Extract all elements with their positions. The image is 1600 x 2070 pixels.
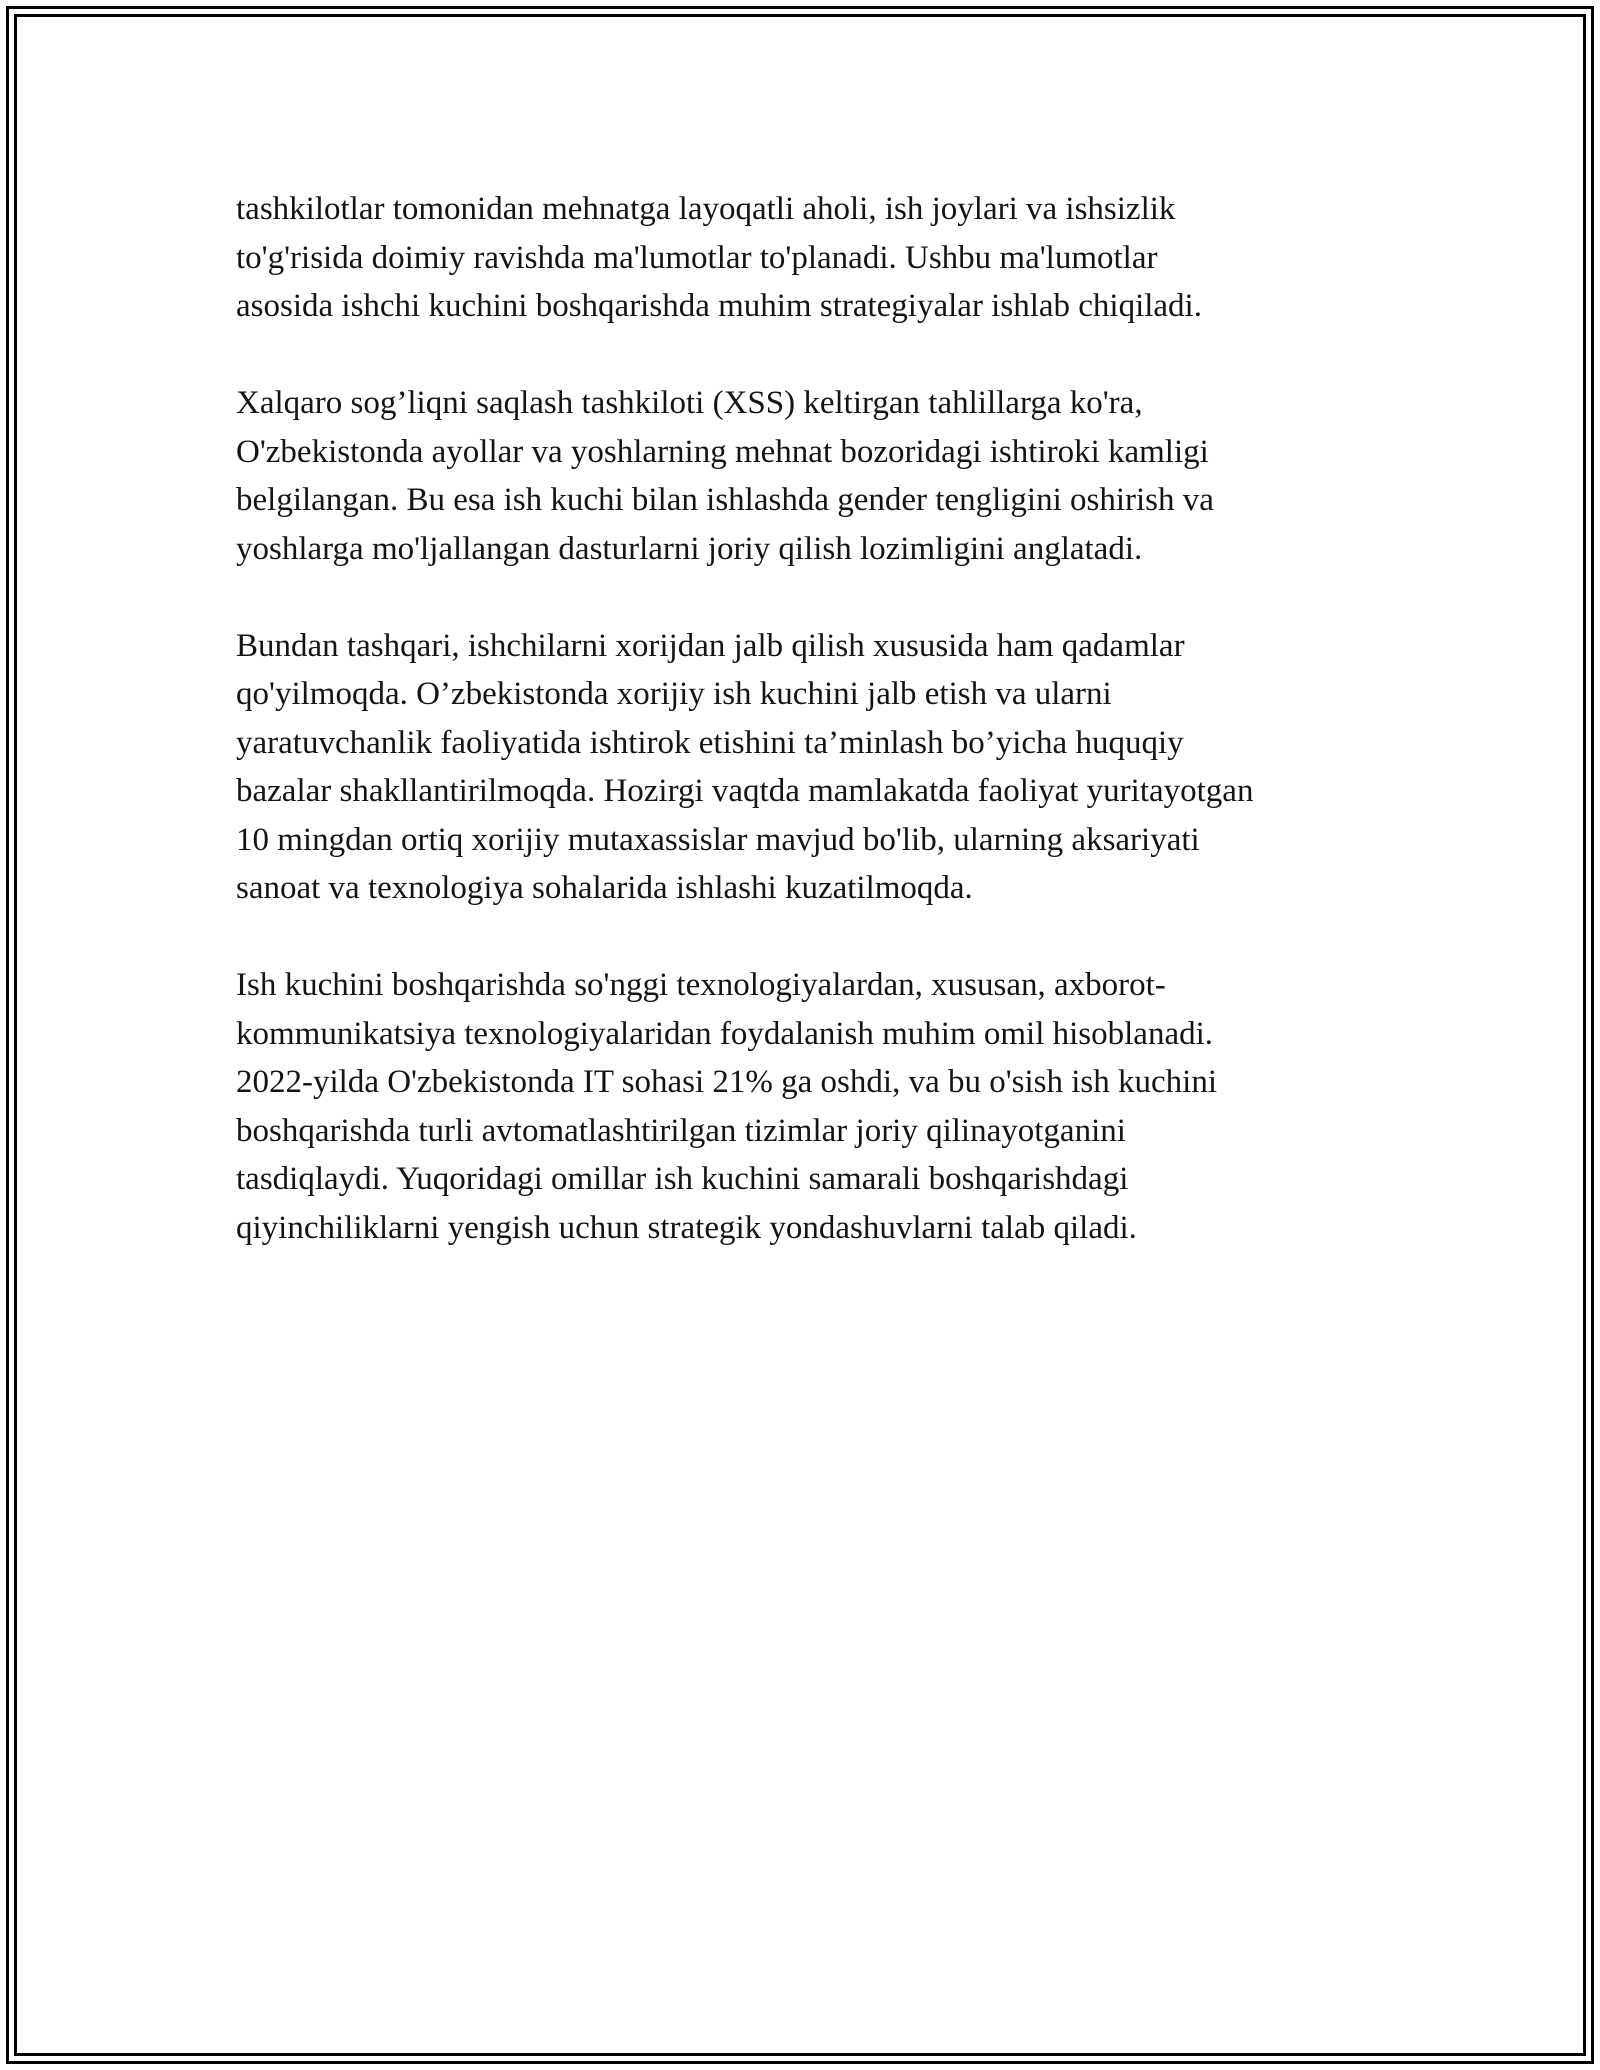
text-line: asosida ishchi kuchini boshqarishda muhim strategiyalar ishlab chiqiladi. — [236, 288, 1202, 324]
text-line: Bundan tashqari, ishchilarni xorijdan jalb qilish xususida ham qadamlar — [236, 627, 1185, 664]
text-line: 2022-yilda O'zbekistonda IT sohasi 21% ga oshdi, va bu o'sish ish kuchini — [236, 1064, 1218, 1100]
text-line: qo'yilmoqda. O’zbekistonda xorijiy ish kuchini jalb etish va ularni — [236, 676, 1112, 712]
text-line: bazalar shakllantirilmoqda. Hozirgi vaqtda mamlakatda faoliyat yuritayotgan — [236, 773, 1254, 809]
text-line: boshqarishda turli avtomatlashtirilgan tizimlar joriy qilinayotganini — [236, 1112, 1126, 1149]
text-line: O'zbekistonda ayollar va yoshlarning mehnat bozoridagi ishtiroki kamligi — [236, 433, 1209, 470]
text-line: yaratuvchanlik faoliyatida ishtirok etishini ta’minlash bo’yicha huquqiy — [236, 724, 1184, 761]
text-line: Xalqaro sog’liqni saqlash tashkiloti (XSS) keltirgan tahlillarga ko'ra, — [236, 385, 1143, 421]
paragraph-it-technologies — [236, 961, 1376, 1252]
text-line: sanoat va texnologiya sohalarida ishlashi kuzatilmoqda. — [236, 870, 973, 906]
text-line: tashkilotlar tomonidan mehnatga layoqatli aholi, ish joylari va ishsizlik — [236, 191, 1176, 227]
paragraph-foreign-workers — [236, 622, 1376, 913]
text-line: to'g'risida doimiy ravishda ma'lumotlar to'planadi. Ushbu ma'lumotlar — [236, 239, 1158, 276]
paragraph-who-analysis — [236, 379, 1376, 573]
text-line: tasdiqlaydi. Yuqoridagi omillar ish kuchini samarali boshqarishdagi — [236, 1161, 1129, 1197]
document-body — [236, 185, 1376, 1301]
paragraph-labor-data — [236, 185, 1376, 331]
text-line: kommunikatsiya texnologiyalaridan foydalanish muhim omil hisoblanadi. — [236, 1015, 1214, 1052]
text-line: 10 mingdan ortiq xorijiy mutaxassislar mavjud bo'lib, ularning aksariyati — [236, 821, 1200, 858]
text-line: belgilangan. Bu esa ish kuchi bilan ishlashda gender tengligini oshirish va — [236, 482, 1214, 518]
text-line: yoshlarga mo'ljallangan dasturlarni joriy qilish lozimligini anglatadi. — [236, 530, 1143, 567]
text-line: Ish kuchini boshqarishda so'nggi texnologiyalardan, xususan, axborot- — [236, 967, 1166, 1003]
text-line: qiyinchiliklarni yengish uchun strategik yondashuvlarni talab qiladi. — [236, 1209, 1137, 1246]
